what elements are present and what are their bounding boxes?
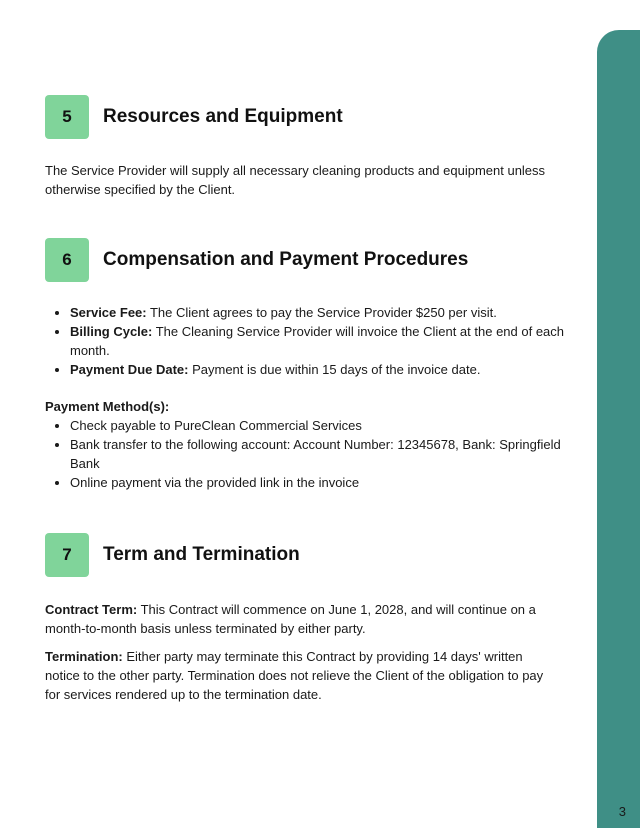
paragraph-label: Termination:	[45, 649, 123, 664]
payment-methods-label: Payment Method(s):	[45, 399, 170, 414]
list-item: • Online payment via the provided link in the invoice	[70, 473, 575, 492]
item-label: Billing Cycle:	[70, 324, 153, 339]
section-6-header	[45, 238, 468, 282]
list-item	[70, 360, 575, 379]
list-item: • Bank transfer to the following account: Account Number: 12345678, Bank: Springfield Bank	[70, 435, 575, 473]
section-title: Term and Termination	[103, 544, 300, 565]
item-text: The Cleaning Service Provider will invoice the Client at the end of each month.	[70, 324, 565, 358]
contract-term-paragraph	[45, 600, 550, 638]
paragraph-text: Either party may terminate this Contract by providing 14 days' written notice to the other party. Termination does not relieve the Client of the obligation to pay for services rendered up to the termination date.	[45, 649, 544, 702]
paragraph-label: Contract Term:	[45, 602, 138, 617]
section-paragraph: The Service Provider will supply all necessary cleaning products and equipment unless otherwise specified by the Client.	[45, 163, 546, 197]
section-title: Resources and Equipment	[103, 106, 343, 127]
list-item	[70, 322, 575, 360]
page-number: 3	[618, 804, 626, 819]
list-item	[70, 303, 575, 322]
item-label: Payment Due Date:	[70, 362, 189, 377]
item-text: Payment is due within 15 days of the invoice date.	[188, 362, 481, 377]
termination-paragraph	[45, 647, 550, 704]
payment-methods-list	[45, 416, 575, 492]
paragraph-text: This Contract will commence on June 1, 2028, and will continue on a month-to-month basis unless terminated by either party.	[45, 602, 536, 636]
section-number-badge: 7	[45, 533, 89, 577]
item-label: Service Fee:	[70, 305, 147, 320]
section-number-badge: 6	[45, 238, 89, 282]
list-item: • Check payable to PureClean Commercial Services	[70, 416, 575, 435]
payment-terms-list	[45, 303, 575, 379]
section-title: Compensation and Payment Procedures	[103, 249, 469, 270]
section-7-header	[45, 533, 300, 577]
side-accent-band	[597, 30, 640, 828]
item-text: The Client agrees to pay the Service Provider $250 per visit.	[146, 305, 497, 320]
section-5-header	[45, 95, 343, 139]
section-number-badge: 5	[45, 95, 89, 139]
